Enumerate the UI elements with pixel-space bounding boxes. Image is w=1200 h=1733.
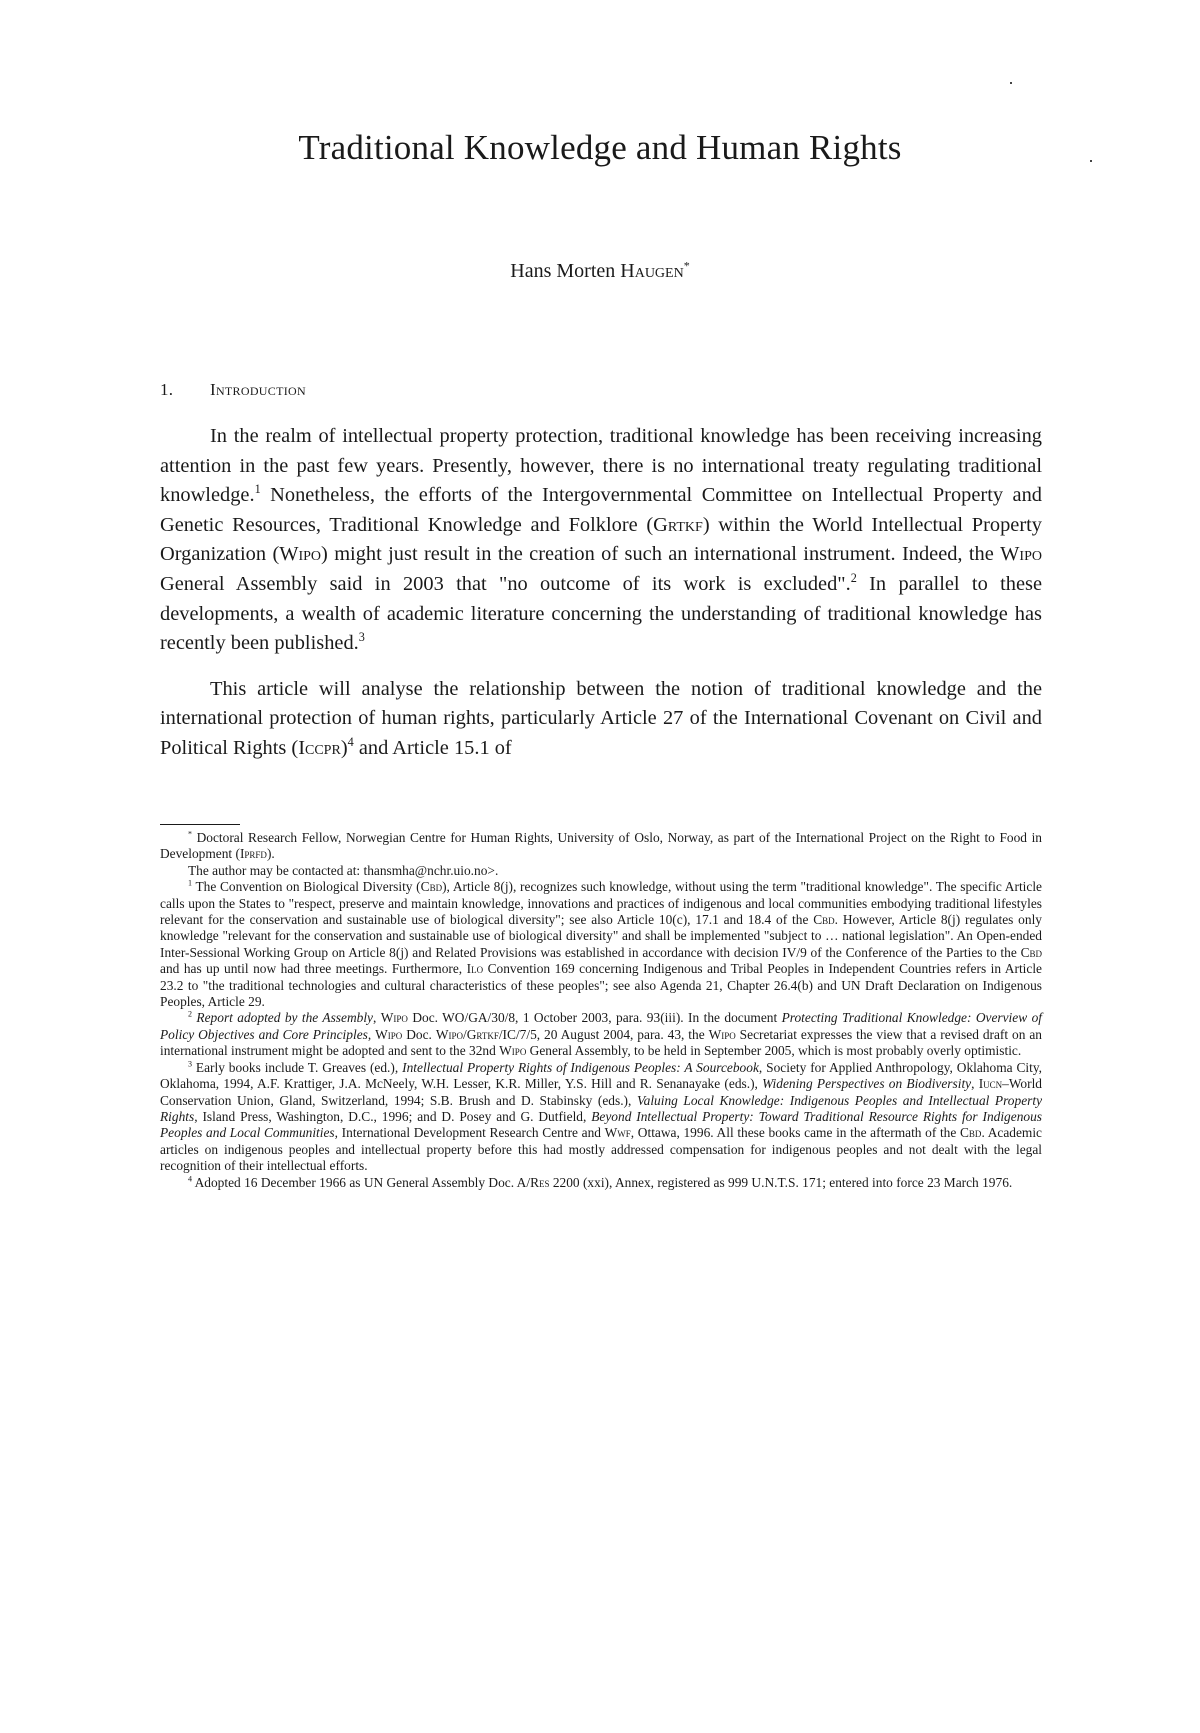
text-run: , xyxy=(971,1076,979,1092)
acronym: Ilo xyxy=(466,961,484,977)
text-run: 2200 (xxi), Annex, registered as 999 U.N.T.S. 171; entered into force 23 March 1976. xyxy=(549,1174,1013,1190)
text-run: , International Development Research Centre and xyxy=(334,1125,605,1141)
text-run: /IC/7/5, 20 August 2004, para. 43, the xyxy=(498,1026,709,1042)
text-run: , Island Press, Washington, D.C., 1996; and D. Posey and G. Dutfield, xyxy=(194,1108,592,1124)
footnote-mark: 2 xyxy=(188,1010,193,1019)
italic-run: Protecting Traditional Knowledge: Overview of Policy Objectives and Core Principles xyxy=(160,1010,1042,1042)
text-run: In parallel to these developments, a wealth of academic literature concerning the understanding of traditional knowledge has recently been published. xyxy=(160,572,1043,655)
text-run: . However, Article 8(j) regulates only knowledge "relevant for the conservation and sustainable use of biological diversity" and shall be implemented "subject to … national legislation". An Open-ended Inter-Sessional Working Group on Article 8(j) and Related Provisions was established in accordance with decision IV/9 of the Conference of the Parties to the xyxy=(160,912,1042,960)
acronym: Grtkf xyxy=(653,513,703,536)
footnote-3 xyxy=(160,1060,1042,1175)
text-run: and has up until now had three meetings. Furthermore, xyxy=(160,961,467,977)
footnote-4 xyxy=(160,1175,1042,1191)
italic-run: Valuing Local Knowledge: Indigenous Peoples and Intellectual Property Rights xyxy=(160,1092,1043,1124)
footnote-ref: 4 xyxy=(347,735,354,750)
page-title: Traditional Knowledge and Human Rights xyxy=(298,128,902,167)
section-heading xyxy=(160,380,306,400)
author-surname: Haugen xyxy=(620,260,684,282)
section-label: Introduction xyxy=(210,380,306,399)
acronym: Wipo xyxy=(499,1043,527,1059)
text-run: ). xyxy=(266,846,275,862)
acronym: Cbd xyxy=(1020,944,1042,960)
author-footnote-mark: * xyxy=(683,258,690,273)
text-run: Doc. WO/GA/30/8, 1 October 2003, para. 93(iii). In the document xyxy=(407,1010,782,1026)
text-run: and Article 15.1 of xyxy=(353,736,512,759)
text-run: ) xyxy=(340,736,348,759)
text-run: General Assembly said in 2003 that "no outcome of its work is excluded". xyxy=(160,572,851,595)
italic-run: Report adopted by the Assembly xyxy=(192,1010,373,1026)
paragraph-2 xyxy=(160,675,1042,764)
text-run: In the realm of intellectual property protection, traditional knowledge has been receiving increasing attention in the past few years. Presently, however, there is no international treaty regulating traditional knowledge. xyxy=(160,425,1042,507)
text-run: ) within the World Intellectual Property Organization ( xyxy=(160,513,1042,566)
text-run: , xyxy=(373,1010,381,1026)
footnote-ref: 2 xyxy=(850,571,857,586)
acronym: Wipo xyxy=(1000,543,1042,566)
text-run: , Society for Applied Anthropology, Oklahoma City, Oklahoma, 1994, A.F. Krattiger, J.A. McNeely, W.H. Lesser, K.R. Miller, Y.S. Hill and R. Senanayake (eds.), xyxy=(160,1059,1042,1092)
text-run: Early books include T. Greaves (ed.), xyxy=(192,1059,403,1075)
text-run: ), Article 8(j), recognizes such knowledge, without using the term "traditional knowledge". The specific Article calls upon the States to "respect, preserve and maintain knowledge, innovations and practices of indigenous and local communities embodying traditional lifestyles relevant for the conservation and sustainable use of biological diversity"; see also Article 10(c), 17.1 and 18.4 of the xyxy=(160,879,1042,928)
body-text xyxy=(160,422,1042,780)
text-run: ) might just result in the creation of such an international instrument. Indeed, the xyxy=(321,543,1001,566)
acronym: Cbd xyxy=(813,912,835,928)
text-run: General Assembly, to be held in September 2005, which is most probably overly optimistic. xyxy=(526,1043,1022,1059)
acronym: Wipo/Grtkf xyxy=(435,1026,499,1042)
footnote-star xyxy=(160,830,1042,863)
footnote-contact: The author may be contacted at: thansmha@nchr.uio.no>. xyxy=(188,862,499,878)
footnote-mark: * xyxy=(188,829,193,839)
text-run: Doctoral Research Fellow, Norwegian Centre for Human Rights, University of Oslo, Norway, as part of the International Project on the Right to Food in Development ( xyxy=(160,830,1042,862)
acronym: Cbd xyxy=(420,879,443,895)
footnote-mark: 4 xyxy=(188,1174,193,1184)
footnotes xyxy=(160,830,1042,1191)
italic-run: Beyond Intellectual Property: Toward Traditional Resource Rights for Indigenous Peoples and Local Communities xyxy=(160,1108,1042,1141)
italic-run: Intellectual Property Rights of Indigenous Peoples: A Sourcebook xyxy=(402,1059,759,1075)
text-run: Doc. xyxy=(402,1026,436,1042)
text-run: –World Conservation Union, Gland, Switzerland, 1994; S.B. Brush and D. Stabinsky (eds.), xyxy=(160,1076,1042,1108)
footnote-2 xyxy=(160,1010,1042,1059)
acronym: Iucn xyxy=(978,1076,1003,1092)
footnote-mark: 3 xyxy=(188,1059,193,1069)
text-run: . Academic articles on indigenous peoples and intellectual property before this had mostly addressed compensation for indigenous peoples and not dealt with the legal recognition of their intellectual efforts. xyxy=(160,1125,1042,1174)
acronym: Wipo xyxy=(380,1010,408,1026)
text-run: This article will analyse the relationship between the notion of traditional knowledge and the international protection of human rights, particularly Article 27 of the International Covenant on Civil and Political Rights ( xyxy=(160,677,1042,759)
text-run: Adopted 16 December 1966 as UN General Assembly Doc. A/ xyxy=(192,1174,531,1190)
scan-speck xyxy=(1010,82,1012,84)
section-number: 1. xyxy=(160,380,174,399)
italic-run: Widening Perspectives on Biodiversity xyxy=(762,1076,972,1092)
acronym: Iccpr xyxy=(298,736,341,759)
footnote-1 xyxy=(160,879,1042,1010)
acronym: Wwf xyxy=(604,1125,631,1141)
footnote-mark: 1 xyxy=(188,878,193,888)
acronym: Res xyxy=(530,1174,550,1190)
text-run: , Ottawa, 1996. All these books came in the aftermath of the xyxy=(630,1125,960,1141)
text-run: Convention 169 concerning Indigenous and Tribal Peoples in Independent Countries refers in Article 23.2 to "the traditional technologies and cultural characteristics of these peoples"; see also Agenda 21, Chapter 26.4(b) and UN Draft Declaration on Indigenous Peoples, Article 29. xyxy=(160,961,1042,1010)
author-line xyxy=(0,260,1200,283)
paragraph-1 xyxy=(160,422,1042,659)
acronym: Wipo xyxy=(375,1026,403,1042)
text-run: The Convention on Biological Diversity ( xyxy=(192,879,421,895)
acronym: Wipo xyxy=(279,543,322,566)
footnote-ref: 1 xyxy=(254,482,261,497)
text-run: , xyxy=(367,1026,376,1042)
footnote-rule xyxy=(160,824,240,825)
acronym: Iprfd xyxy=(239,846,267,862)
author-name: Hans Morten xyxy=(510,260,621,282)
acronym: Cbd xyxy=(960,1125,982,1141)
text-run: Nonetheless, the efforts of the Intergovernmental Committee on Intellectual Property and Genetic Resources, Traditional Knowledge and Folklore ( xyxy=(160,484,1042,536)
footnote-ref: 3 xyxy=(358,630,365,645)
text-run: Secretariat expresses the view that a revised draft on an international instrument might be adopted and sent to the 32nd xyxy=(160,1026,1043,1059)
acronym: Wipo xyxy=(708,1026,736,1042)
